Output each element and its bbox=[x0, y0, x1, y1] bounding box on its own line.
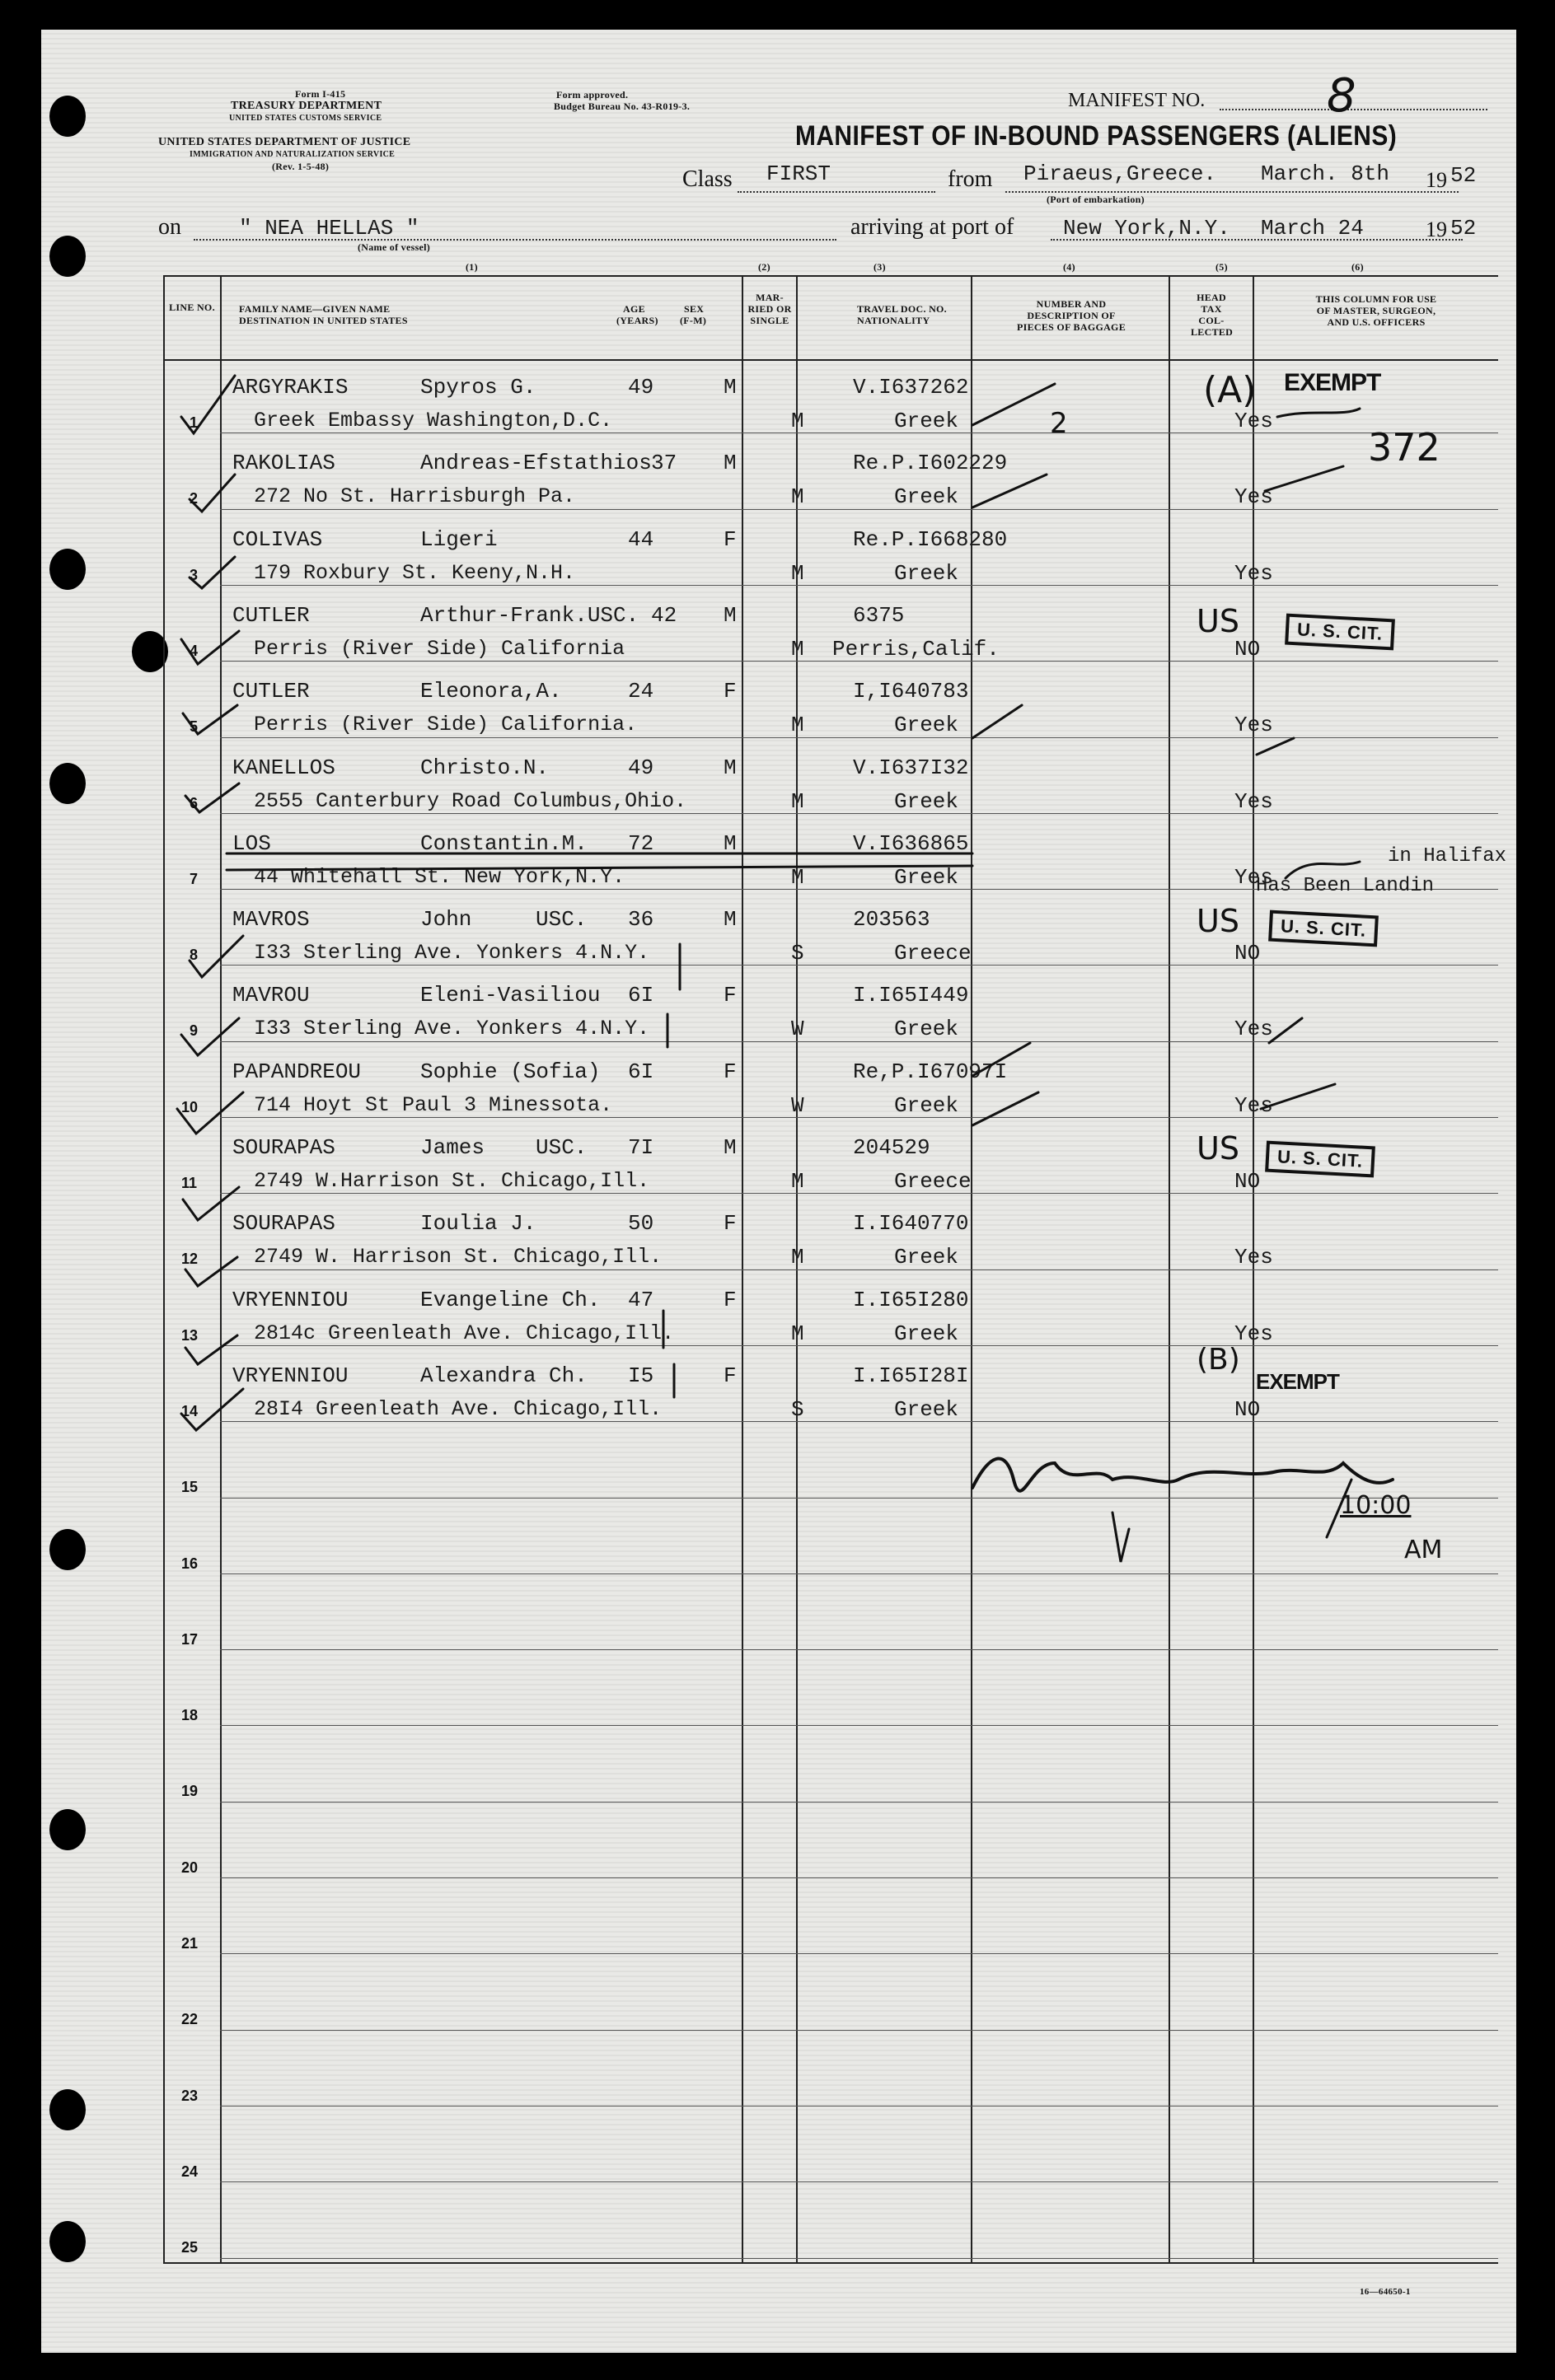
passenger-surname: SOURAPAS bbox=[232, 1211, 335, 1237]
header-sex: SEX bbox=[684, 303, 705, 315]
check-mark-5 bbox=[183, 705, 237, 734]
passenger-sex: M bbox=[724, 375, 737, 400]
initials-annotation: AM bbox=[1404, 1536, 1443, 1564]
head-tax: NO bbox=[1234, 636, 1261, 662]
officer-stroke bbox=[1261, 1084, 1335, 1109]
line-number: 16 bbox=[181, 1555, 199, 1572]
col-num-4: (4) bbox=[1063, 261, 1075, 273]
passenger-given-name: Sophie (Sofia) bbox=[420, 1059, 601, 1084]
passenger-sex: F bbox=[724, 526, 737, 552]
nationality: Greek bbox=[894, 1321, 959, 1346]
handwritten-marks bbox=[41, 30, 1516, 2353]
destination: I33 Sterling Ave. Yonkers 4.N.Y. bbox=[254, 1017, 650, 1041]
vessel-name: " NEA HELLAS " bbox=[239, 216, 419, 241]
head-tax: Yes bbox=[1234, 864, 1273, 890]
class-label: Class bbox=[682, 166, 733, 192]
passenger-surname: CUTLER bbox=[232, 679, 310, 704]
passenger-surname: MAVROU bbox=[232, 983, 310, 1008]
time-slash bbox=[1327, 1480, 1351, 1537]
line-number: 13 bbox=[181, 1326, 199, 1344]
line-number: 5 bbox=[190, 718, 199, 736]
line-number: 9 bbox=[190, 1022, 199, 1040]
scribble bbox=[1286, 862, 1360, 878]
passenger-given-name: John bbox=[420, 907, 472, 933]
head-tax: Yes bbox=[1234, 560, 1273, 586]
nationality: Greek bbox=[894, 409, 959, 433]
class-value: FIRST bbox=[766, 161, 831, 186]
exempt-stamp-14: EXEMPT bbox=[1256, 1369, 1339, 1394]
head-tax: Yes bbox=[1234, 1017, 1273, 1042]
time-annotation: 10:00 bbox=[1340, 1491, 1412, 1520]
head-tax: NO bbox=[1234, 1169, 1261, 1194]
travel-doc-number: I,I640783 bbox=[853, 679, 969, 704]
passenger-age: 50 bbox=[628, 1211, 654, 1237]
travel-doc-number: Re.P.I668280 bbox=[853, 526, 1008, 552]
baggage-count: 2 bbox=[1050, 407, 1068, 440]
manifest-no-label: MANIFEST NO. bbox=[1068, 90, 1206, 111]
vessel-caption: (Name of vessel) bbox=[358, 241, 431, 253]
line-number: 6 bbox=[190, 794, 199, 811]
marital-status: M bbox=[791, 1245, 804, 1270]
rev-label: (Rev. 1-5-48) bbox=[272, 161, 330, 172]
travel-doc-number: V.I637I32 bbox=[853, 755, 969, 780]
nationality: Greek bbox=[894, 864, 959, 890]
destination: 2814c Greenleath Ave. Chicago,Ill. bbox=[254, 1321, 675, 1345]
passenger-surname: VRYENNIOU bbox=[232, 1287, 349, 1312]
passenger-given-name: Andreas-Efstathios bbox=[420, 451, 652, 476]
passenger-given-name: Ioulia J. bbox=[420, 1211, 536, 1237]
passenger-surname: KANELLOS bbox=[232, 755, 335, 780]
head-tax: Yes bbox=[1234, 1245, 1273, 1270]
halifax-note: in Halifax bbox=[1388, 845, 1507, 867]
passenger-given-name: Ligeri bbox=[420, 526, 498, 552]
check-mark-2 bbox=[190, 475, 235, 512]
passenger-age: 72 bbox=[628, 830, 654, 856]
passenger-age: 44 bbox=[628, 526, 654, 552]
header-nationality: NATIONALITY bbox=[857, 315, 930, 326]
check-mark-3 bbox=[190, 557, 235, 588]
passenger-age: I5 bbox=[628, 1363, 654, 1388]
passenger-surname: SOURAPAS bbox=[232, 1135, 335, 1160]
exempt-stamp-1: EXEMPT bbox=[1284, 369, 1381, 396]
line-number: 17 bbox=[181, 1630, 199, 1648]
head-tax: Yes bbox=[1234, 484, 1273, 510]
passenger-age: 36 bbox=[628, 907, 654, 933]
marital-status: M bbox=[791, 1169, 804, 1194]
passenger-given-name: Eleonora,A. bbox=[420, 679, 562, 704]
passenger-surname: CUTLER bbox=[232, 602, 310, 628]
check-mark-11 bbox=[183, 1187, 239, 1220]
marital-status: W bbox=[791, 1017, 804, 1042]
bag-stroke bbox=[972, 1092, 1038, 1125]
passenger-given-name: Arthur-Frank.USC. bbox=[420, 602, 639, 628]
line-number: 4 bbox=[190, 642, 199, 659]
treasury-label: TREASURY DEPARTMENT bbox=[231, 100, 382, 112]
line-number: 19 bbox=[181, 1783, 199, 1800]
passenger-sex: M bbox=[724, 755, 737, 780]
passenger-sex: F bbox=[724, 1211, 737, 1237]
passenger-sex: M bbox=[724, 451, 737, 476]
arrival-year: 52 bbox=[1450, 216, 1477, 241]
line-number: 1 bbox=[190, 414, 199, 431]
departure-year: 52 bbox=[1450, 163, 1477, 188]
strike-row-7b bbox=[227, 866, 972, 870]
destination: Perris (River Side) California. bbox=[254, 713, 638, 737]
departure-date: March. 8th bbox=[1261, 161, 1390, 186]
line-number: 3 bbox=[190, 566, 199, 583]
passenger-sex: F bbox=[724, 1059, 737, 1084]
passenger-age: 47 bbox=[628, 1287, 654, 1312]
header-travel-doc: TRAVEL DOC. NO. bbox=[857, 303, 947, 315]
bag-stroke bbox=[972, 1043, 1030, 1076]
passenger-surname: LOS bbox=[232, 830, 271, 856]
us-note-11: US bbox=[1197, 1130, 1239, 1167]
check-mark-13 bbox=[185, 1335, 237, 1364]
head-tax: Yes bbox=[1234, 713, 1273, 738]
travel-doc-number: 204529 bbox=[853, 1135, 930, 1160]
destination: 2749 W.Harrison St. Chicago,Ill. bbox=[254, 1169, 650, 1193]
line-number: 8 bbox=[190, 947, 199, 964]
justice-label: UNITED STATES DEPARTMENT OF JUSTICE bbox=[158, 136, 411, 148]
header-destination: DESTINATION IN UNITED STATES bbox=[239, 315, 408, 326]
head-tax: NO bbox=[1234, 941, 1261, 966]
head-tax: Yes bbox=[1234, 1321, 1273, 1346]
bag-stroke bbox=[972, 475, 1047, 507]
tax-note-b: (B) bbox=[1197, 1343, 1240, 1377]
officer-stroke bbox=[1265, 466, 1343, 491]
travel-doc-number: I.I640770 bbox=[853, 1211, 969, 1237]
destination: I33 Sterling Ave. Yonkers 4.N.Y. bbox=[254, 941, 650, 966]
nationality: Greek bbox=[894, 1396, 959, 1422]
tax-note-a: (A) bbox=[1203, 369, 1257, 411]
footer-code: 16—64650-1 bbox=[1360, 2287, 1411, 2297]
col-num-3: (3) bbox=[874, 261, 886, 273]
passenger-surname: COLIVAS bbox=[232, 526, 323, 552]
line-number: 12 bbox=[181, 1251, 199, 1268]
destination: 2749 W. Harrison St. Chicago,Ill. bbox=[254, 1245, 663, 1269]
nationality: Greek bbox=[894, 788, 959, 814]
marital-status: S bbox=[791, 1396, 804, 1422]
line-number: 11 bbox=[181, 1175, 198, 1191]
nationality: Perris,Calif. bbox=[832, 636, 1000, 662]
col-num-5: (5) bbox=[1215, 261, 1228, 273]
nationality: Greek bbox=[894, 1245, 959, 1270]
marital-status: S bbox=[791, 941, 804, 966]
passenger-age: 37 bbox=[651, 451, 677, 476]
signature-tail bbox=[1112, 1513, 1129, 1562]
nationality: Greek bbox=[894, 560, 959, 586]
arriving-label: arriving at port of bbox=[850, 214, 1014, 240]
passenger-given-name: Eleni-Vasiliou bbox=[420, 983, 601, 1008]
passenger-given-name: James bbox=[420, 1135, 485, 1160]
passenger-sex: F bbox=[724, 679, 737, 704]
passenger-surname: ARGYRAKIS bbox=[232, 375, 349, 400]
header-age: AGE bbox=[623, 303, 645, 315]
immigration-label: IMMIGRATION AND NATURALIZATION SERVICE bbox=[190, 150, 396, 159]
travel-doc-number: I.I65I280 bbox=[853, 1287, 969, 1312]
passenger-sex: F bbox=[724, 1287, 737, 1312]
col-num-6: (6) bbox=[1351, 261, 1364, 273]
arrival-date: March 24 bbox=[1261, 216, 1364, 241]
landed-note: Has Been Landin bbox=[1256, 875, 1435, 897]
travel-doc-number: I.I65I28I bbox=[853, 1363, 969, 1388]
line-number: 25 bbox=[181, 2239, 199, 2256]
header-age-years: (YEARS) bbox=[616, 315, 658, 326]
marital-status: W bbox=[791, 1092, 804, 1118]
marital-status: M bbox=[791, 409, 804, 433]
marital-status: M bbox=[791, 864, 804, 890]
us-cit-stamp-8: U. S. CIT. bbox=[1268, 910, 1379, 947]
check-mark-9 bbox=[181, 1018, 239, 1055]
travel-doc-number: 203563 bbox=[853, 907, 930, 933]
nationality: Greece bbox=[894, 1169, 972, 1194]
header-married: MAR- RIED OR SINGLE bbox=[747, 292, 792, 326]
officer-stroke bbox=[1269, 1018, 1302, 1043]
bag-stroke bbox=[972, 384, 1055, 425]
travel-doc-number: Re,P.I67097I bbox=[853, 1059, 1008, 1084]
line-number: 7 bbox=[190, 870, 199, 887]
col-num-2: (2) bbox=[758, 261, 770, 273]
head-tax: NO bbox=[1234, 1396, 1261, 1422]
line-number: 14 bbox=[181, 1402, 199, 1419]
check-mark-8 bbox=[190, 936, 243, 977]
destination: 714 Hoyt St Paul 3 Minessota. bbox=[254, 1092, 613, 1117]
passenger-age: 7I bbox=[628, 1135, 654, 1160]
us-note-8: US bbox=[1197, 903, 1239, 939]
us-note-4: US bbox=[1197, 603, 1239, 639]
passenger-sex: F bbox=[724, 983, 737, 1008]
marital-status: M bbox=[791, 484, 804, 510]
check-mark-10 bbox=[177, 1092, 243, 1134]
citizen-mark: USC. bbox=[536, 907, 588, 933]
passenger-sex: M bbox=[724, 602, 737, 628]
marital-status: M bbox=[791, 1321, 804, 1346]
check-mark-14 bbox=[181, 1389, 243, 1430]
passenger-given-name: Constantin.M. bbox=[420, 830, 588, 856]
line-number: 22 bbox=[181, 2011, 199, 2028]
nationality: Greece bbox=[894, 941, 972, 966]
passenger-surname: MAVROS bbox=[232, 907, 310, 933]
col-num-1: (1) bbox=[466, 261, 478, 273]
destination: 179 Roxbury St. Keeny,N.H. bbox=[254, 560, 576, 585]
line-number: 10 bbox=[181, 1098, 199, 1115]
line-number: 2 bbox=[190, 490, 199, 507]
passenger-given-name: Alexandra Ch. bbox=[420, 1363, 588, 1388]
passenger-surname: RAKOLIAS bbox=[232, 451, 335, 476]
manifest-no-value: 8 bbox=[1327, 69, 1356, 123]
form-number: Form I-415 bbox=[295, 88, 346, 100]
travel-doc-number: V.I636865 bbox=[853, 830, 969, 856]
header-sex-fm: (F-M) bbox=[680, 315, 707, 326]
nationality: Greek bbox=[894, 484, 959, 510]
head-tax: Yes bbox=[1234, 1092, 1273, 1118]
destination: 44 Whitehall St. New York,N.Y. bbox=[254, 864, 625, 889]
marital-status: M bbox=[791, 636, 804, 662]
line-number: 20 bbox=[181, 1859, 199, 1876]
port-embarkation: Piraeus,Greece. bbox=[1023, 161, 1217, 186]
nationality: Greek bbox=[894, 713, 959, 738]
header-name: FAMILY NAME—GIVEN NAME bbox=[239, 303, 391, 315]
destination: Perris (River Side) California bbox=[254, 636, 625, 661]
passenger-given-name: Christo.N. bbox=[420, 755, 550, 780]
inspector-signature bbox=[972, 1459, 1393, 1491]
check-mark-6 bbox=[185, 783, 239, 812]
on-label: on bbox=[158, 214, 181, 240]
approved-label: Form approved. bbox=[556, 89, 629, 101]
line-number: 15 bbox=[181, 1479, 199, 1496]
destination: 272 No St. Harrisburgh Pa. bbox=[254, 484, 576, 509]
port-caption: (Port of embarkation) bbox=[1047, 194, 1145, 205]
head-tax: Yes bbox=[1234, 788, 1273, 814]
check-mark-12 bbox=[185, 1257, 237, 1286]
passenger-age: 6I bbox=[628, 983, 654, 1008]
passenger-age: 49 bbox=[628, 375, 654, 400]
citizen-mark: USC. bbox=[536, 1135, 588, 1160]
travel-doc-number: V.I637262 bbox=[853, 375, 969, 400]
travel-doc-number: 6375 bbox=[853, 602, 905, 628]
head-tax: Yes bbox=[1234, 409, 1273, 433]
passenger-age: 6I bbox=[628, 1059, 654, 1084]
nationality: Greek bbox=[894, 1092, 959, 1118]
header-line-no: LINE NO. bbox=[169, 302, 215, 313]
passenger-sex: M bbox=[724, 830, 737, 856]
destination: 28I4 Greenleath Ave. Chicago,Ill. bbox=[254, 1396, 663, 1421]
customs-label: UNITED STATES CUSTOMS SERVICE bbox=[229, 114, 382, 123]
destination: 2555 Canterbury Road Columbus,Ohio. bbox=[254, 788, 687, 813]
destination: Greek Embassy Washington,D.C. bbox=[254, 409, 613, 433]
passenger-sex: M bbox=[724, 907, 737, 933]
officer-stroke bbox=[1257, 738, 1294, 755]
arrival-year-prefix: 19 bbox=[1426, 217, 1447, 241]
us-cit-stamp-4: U. S. CIT. bbox=[1285, 614, 1395, 651]
scribble bbox=[1277, 409, 1360, 417]
passenger-given-name: Evangeline Ch. bbox=[420, 1287, 601, 1312]
nationality: Greek bbox=[894, 1017, 959, 1042]
marital-status: M bbox=[791, 788, 804, 814]
manifest-title: MANIFEST OF IN-BOUND PASSENGERS (ALIENS) bbox=[795, 120, 1398, 152]
passenger-surname: PAPANDREOU bbox=[232, 1059, 362, 1084]
travel-doc-number: Re.P.I602229 bbox=[853, 451, 1008, 476]
passenger-sex: F bbox=[724, 1363, 737, 1388]
manifest-page bbox=[41, 30, 1516, 2353]
us-cit-stamp-11: U. S. CIT. bbox=[1265, 1141, 1375, 1178]
officer-number: 372 bbox=[1368, 425, 1440, 470]
marital-status: M bbox=[791, 560, 804, 586]
bureau-label: Budget Bureau No. 43-R019-3. bbox=[554, 101, 691, 112]
line-number: 24 bbox=[181, 2163, 199, 2180]
passenger-age: 42 bbox=[651, 602, 677, 628]
check-mark-4 bbox=[181, 631, 239, 664]
bag-stroke bbox=[972, 705, 1022, 738]
passenger-age: 49 bbox=[628, 755, 654, 780]
header-officers: THIS COLUMN FOR USE OF MASTER, SURGEON, AND U.S. OFFICERS bbox=[1315, 293, 1437, 328]
check-mark-1 bbox=[181, 376, 235, 433]
passenger-surname: VRYENNIOU bbox=[232, 1363, 349, 1388]
passenger-age: 24 bbox=[628, 679, 654, 704]
travel-doc-number: I.I65I449 bbox=[853, 983, 969, 1008]
line-number: 18 bbox=[181, 1707, 199, 1724]
line-number: 23 bbox=[181, 2087, 199, 2104]
header-head-tax: HEAD TAX COL- LECTED bbox=[1191, 292, 1234, 338]
depart-year-prefix: 19 bbox=[1426, 168, 1447, 192]
line-number: 21 bbox=[181, 1935, 199, 1952]
passenger-given-name: Spyros G. bbox=[420, 375, 536, 400]
from-label: from bbox=[948, 166, 993, 192]
arrival-port: New York,N.Y. bbox=[1063, 216, 1230, 241]
header-baggage: NUMBER AND DESCRIPTION OF PIECES OF BAGGAGE bbox=[1016, 298, 1126, 333]
marital-status: M bbox=[791, 713, 804, 738]
passenger-sex: M bbox=[724, 1135, 737, 1160]
